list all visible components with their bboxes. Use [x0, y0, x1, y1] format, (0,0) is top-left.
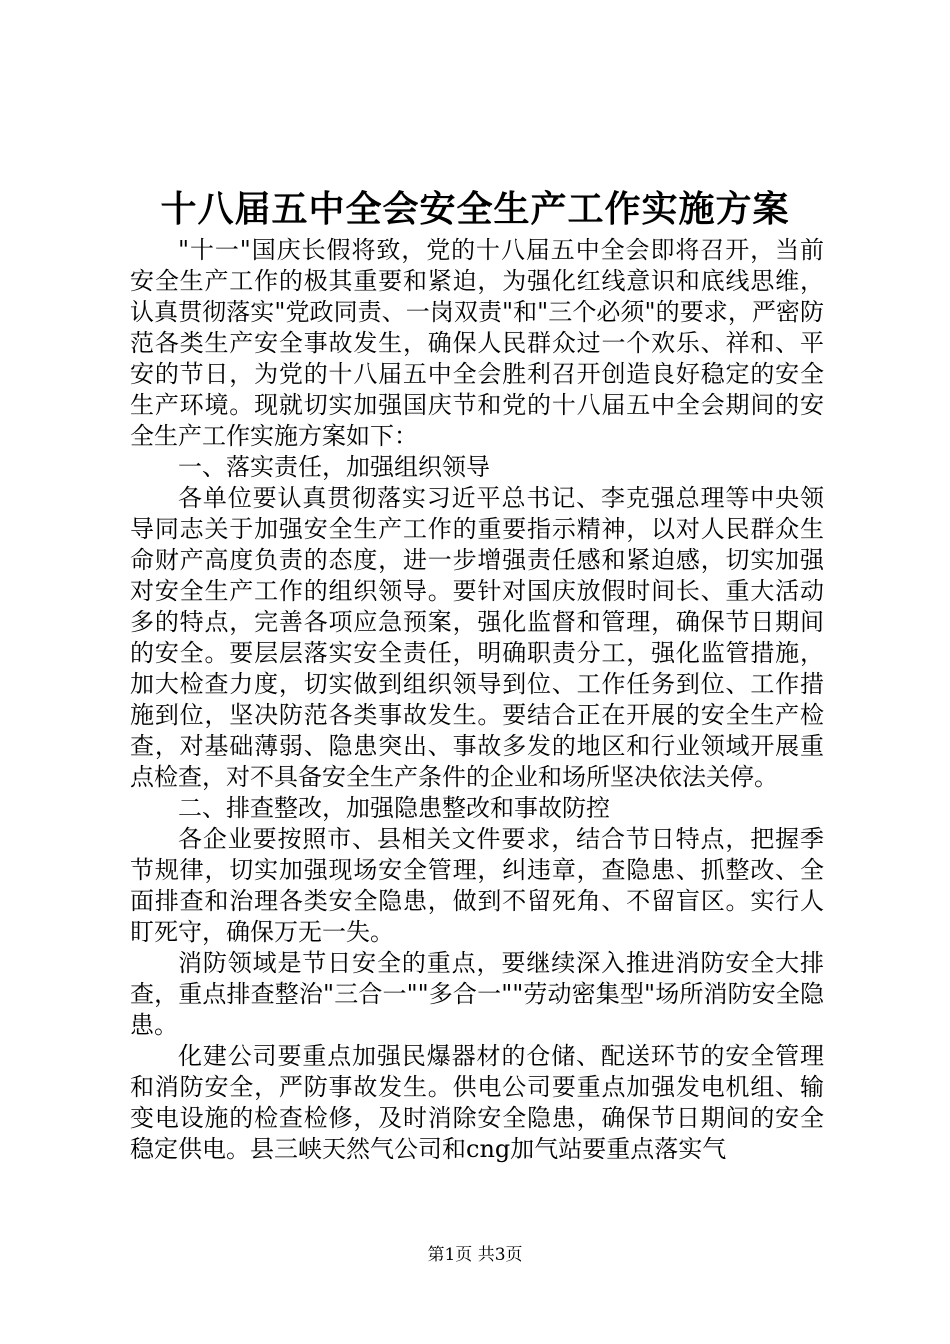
section-2-paragraph-3: 化建公司要重点加强民爆器材的仓储、配送环节的安全管理和消防安全，严防事故发生。供电公司要重点加强发电机组、输变电设施的检查检修，及时消除安全隐患，确保节日期间的安全稳定供电。县三峡天然气公司和cng加气站要重点落实气 — [130, 1042, 824, 1163]
page-footer: 第1页 共3页 — [427, 1245, 523, 1265]
section-heading-1: 一、落实责任，加强组织领导 — [178, 453, 490, 481]
section-2-paragraph-2: 消防领域是节日安全的重点，要继续深入推进消防安全大排查，重点排查整治"三合一""多合一""劳动密集型"场所消防安全隐患。 — [130, 949, 824, 1039]
section-2-paragraph-1: 各企业要按照市、县相关文件要求，结合节日特点，把握季节规律，切实加强现场安全管理，纠违章，查隐患、抓整改、全面排查和治理各类安全隐患，做到不留死角、不留盲区。实行人盯死守，确保万无一失。 — [130, 825, 824, 946]
document-title: 十八届五中全会安全生产工作实施方案 — [160, 188, 790, 230]
section-heading-2: 二、排查整改，加强隐患整改和事故防控 — [178, 794, 610, 822]
document-body — [130, 235, 824, 1165]
intro-paragraph: "十一"国庆长假将致，党的十八届五中全会即将召开，当前安全生产工作的极其重要和紧迫，为强化红线意识和底线思维，认真贯彻落实"党政同责、一岗双责"和"三个必须"的要求，严密防范各类生产安全事故发生，确保人民群众过一个欢乐、祥和、平安的节日，为党的十八届五中全会胜利召开创造良好稳定的安全生产环境。现就切实加强国庆节和党的十八届五中全会期间的安全生产工作实施方案如下： — [130, 236, 824, 450]
section-1-paragraph: 各单位要认真贯彻落实习近平总书记、李克强总理等中央领导同志关于加强安全生产工作的重要指示精神，以对人民群众生命财产高度负责的态度，进一步增强责任感和紧迫感，切实加强对安全生产工作的组织领导。要针对国庆放假时间长、重大活动多的特点，完善各项应急预案，强化监督和管理，确保节日期间的安全。要层层落实安全责任，明确职责分工，强化监管措施，加大检查力度，切实做到组织领导到位、工作任务到位、工作措施到位，坚决防范各类事故发生。要结合正在开展的安全生产检查，对基础薄弱、隐患突出、事故多发的地区和行业领域开展重点检查，对不具备安全生产条件的企业和场所坚决依法关停。 — [130, 484, 824, 791]
